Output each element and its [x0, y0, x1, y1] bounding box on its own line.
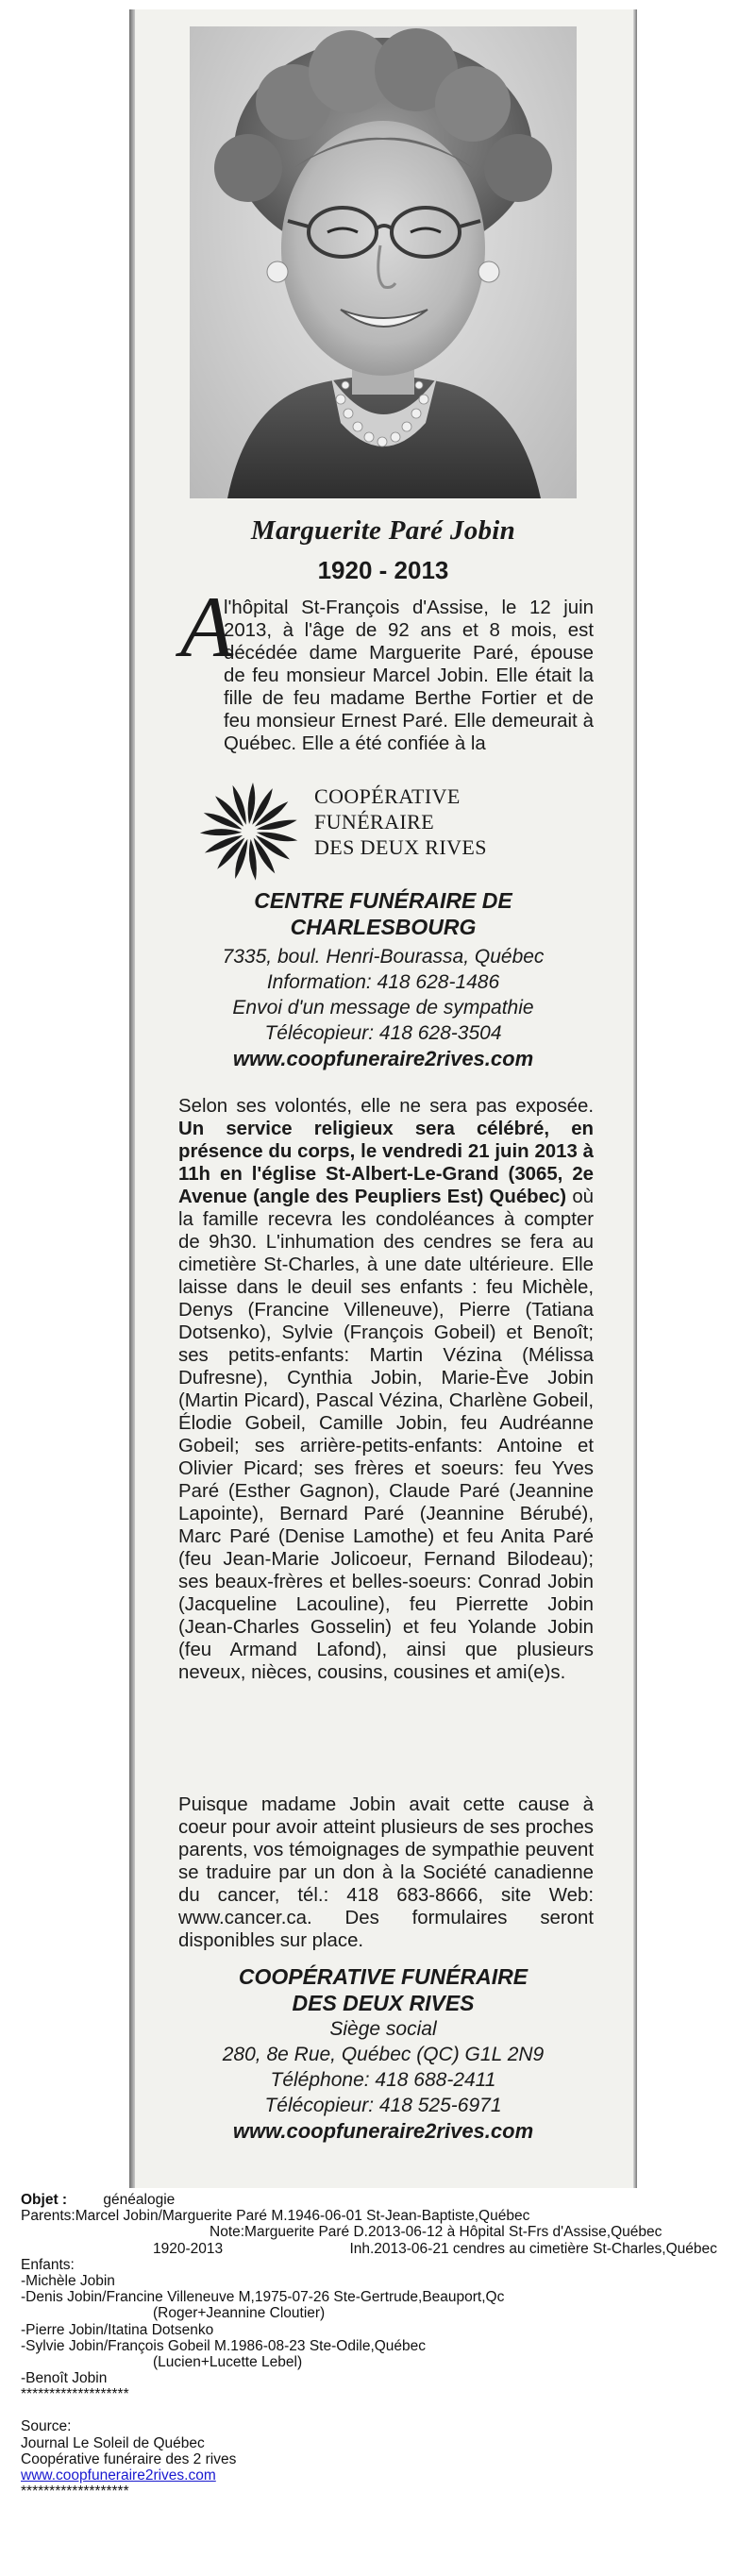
- spacer: [21, 2402, 738, 2418]
- inhumation-value: Inh.2013-06-21 cendres au cimetière St-Charles,Québec: [349, 2240, 717, 2257]
- centre-sympathy: Envoi d'un message de sympathie: [232, 997, 534, 1019]
- centre-website: www.coopfuneraire2rives.com: [232, 1047, 534, 1070]
- child-parents-row: (Lucien+Lucette Lebel): [153, 2353, 303, 2370]
- source-label: Source:: [21, 2418, 72, 2435]
- centre-address: 7335, boul. Henri-Bourassa, Québec: [222, 946, 545, 968]
- service-paragraph: [178, 1095, 594, 1684]
- cooperative-logo-icon: [197, 780, 301, 884]
- years-row: [21, 2241, 738, 2257]
- source-line: Journal Le Soleil de Québec: [21, 2434, 205, 2451]
- child-row: -Benoît Jobin: [21, 2370, 108, 2387]
- wishes-text: Selon ses volontés, elle ne sera pas exposée.: [178, 1096, 594, 1117]
- centre-title: CENTRE FUNÉRAIRE DE: [254, 888, 512, 913]
- source-line: Coopérative funéraire des 2 rives: [21, 2450, 237, 2467]
- child-row: -Michèle Jobin: [21, 2272, 115, 2289]
- family-text: où la famille recevra les condoléances à compter de 9h30. L'inhumation des cendres se fera au cimetière St-Charles, à une date ultérieure. Elle laisse dans le deuil ses enfants : feu Michèle, Denys (Francine Villeneuve), Pierre (Tatiana Dotsenko), Sylvie (François Gobeil) et Benoît; ses petits-enfants: Martin Vézina (Mélissa Dufresne), Cynthia Jobin, Marie-Ève Jobin (Martin Picard), Pascal Vézina, Charlène Gobeil, Élodie Gobeil, Camille Jobin, feu Audréanne Gobeil; ses arrière-petits-enfants: Antoine et Olivier Picard; ses frères et soeurs: feu Yves Paré (Esther Gagnon), Claude Paré (Jeannine Lapointe), Bernard Paré (Jeannine Bérubé), Marc Paré (Denise Lamothe) et feu Anita Paré (feu Jean-Marie Jolicoeur, Fernand Bilodeau); ses beaux-frères et belles-soeurs: Conrad Jobin (Jacqueline Lacouline), feu Pierrette Jobin (Jean-Charles Gosselin) et feu Yolande Jobin (feu Armand Lafond), ainsi que plusieurs neveux, nièces, cousins, cousines et ami(e)s.: [178, 1187, 594, 1683]
- objet-label: Objet :: [21, 2192, 68, 2208]
- child-row: -Denis Jobin/Francine Villeneuve M,1975-07-26 Ste-Gertrude,Beauport,Qc: [21, 2289, 505, 2306]
- drop-cap: A: [180, 579, 234, 675]
- intro-text: l'hôpital St-François d'Assise, le 12 juin 2013, à l'âge de 92 ans et 8 mois, est décédée dame Marguerite Paré, épouse de feu monsieur Marcel Jobin. Elle était la fille de feu madame Berthe Fortier et de feu monsieur Ernest Paré. Elle demeurait à Québec. Elle a été confiée à la: [224, 598, 594, 754]
- logo-line: COOPÉRATIVE: [314, 784, 461, 808]
- centre-title: CHARLESBOURG: [290, 915, 477, 939]
- service-details: Un service religieux sera célébré, en présence du corps, le vendredi 21 juin 2013 à 11h en l'église St-Albert-Le-Grand (3065, 2e Avenue (angle des Peupliers Est) Québec): [178, 1119, 594, 1207]
- cooperative-footer: [158, 1963, 609, 2144]
- centre-fax: Télécopieur: 418 628-3504: [264, 1022, 502, 1044]
- enfants-label: Enfants:: [21, 2256, 75, 2273]
- obituary-clipping: [129, 9, 637, 2188]
- note-row: Note:Marguerite Paré D.2013-06-12 à Hôpital St-Frs d'Assise,Québec: [210, 2224, 663, 2241]
- footer-siege: Siège social: [329, 2018, 437, 2040]
- child-row: -Pierre Jobin/Itatina Dotsenko: [21, 2321, 214, 2338]
- footer-phone: Téléphone: 418 688-2411: [270, 2069, 496, 2091]
- logo-line: DES DEUX RIVES: [314, 835, 487, 859]
- portrait-photo: [190, 26, 577, 498]
- source-link[interactable]: www.coopfuneraire2rives.com: [21, 2467, 216, 2483]
- donation-paragraph: Puisque madame Jobin avait cette cause à coeur pour avoir atteint plusieurs de ses proches parents, vos témoignages de sympathie peuvent se traduire par un don à la Société canadienne du cancer, tél.: 418 683-8666, site Web: www.cancer.ca. Des formulaires seront disponibles sur place.: [178, 1794, 594, 1951]
- parents-row: Parents:Marcel Jobin/Marguerite Paré M.1946-06-01 St-Jean-Baptiste,Québec: [21, 2208, 530, 2225]
- logo-wordmark: [314, 783, 487, 860]
- objet-row: [21, 2192, 738, 2208]
- footer-title: COOPÉRATIVE FUNÉRAIRE: [238, 1964, 528, 1989]
- child-row: -Sylvie Jobin/François Gobeil M.1986-08-23 Ste-Odile,Québec: [21, 2337, 427, 2354]
- separator-stars: *******************: [21, 2386, 129, 2403]
- life-years: 1920 - 2013: [317, 556, 449, 584]
- genealogy-notes: [21, 2192, 738, 2500]
- funeral-centre-block: [158, 887, 609, 1071]
- centre-information: Information: 418 628-1486: [266, 971, 500, 993]
- deceased-name: Marguerite Paré Jobin: [250, 515, 516, 546]
- portrait-illustration: [190, 26, 577, 498]
- years-value: 1920-2013: [153, 2240, 224, 2257]
- footer-fax: Télécopieur: 418 525-6971: [264, 2095, 502, 2116]
- separator-stars: *******************: [21, 2483, 129, 2500]
- objet-value: généalogie: [103, 2192, 176, 2208]
- footer-title: DES DEUX RIVES: [292, 1991, 475, 2015]
- footer-website: www.coopfuneraire2rives.com: [232, 2119, 534, 2143]
- footer-address: 280, 8e Rue, Québec (QC) G1L 2N9: [222, 2044, 545, 2065]
- intro-paragraph: [180, 579, 594, 755]
- child-parents-row: (Roger+Jeannine Cloutier): [153, 2305, 326, 2322]
- logo-line: FUNÉRAIRE: [314, 810, 435, 833]
